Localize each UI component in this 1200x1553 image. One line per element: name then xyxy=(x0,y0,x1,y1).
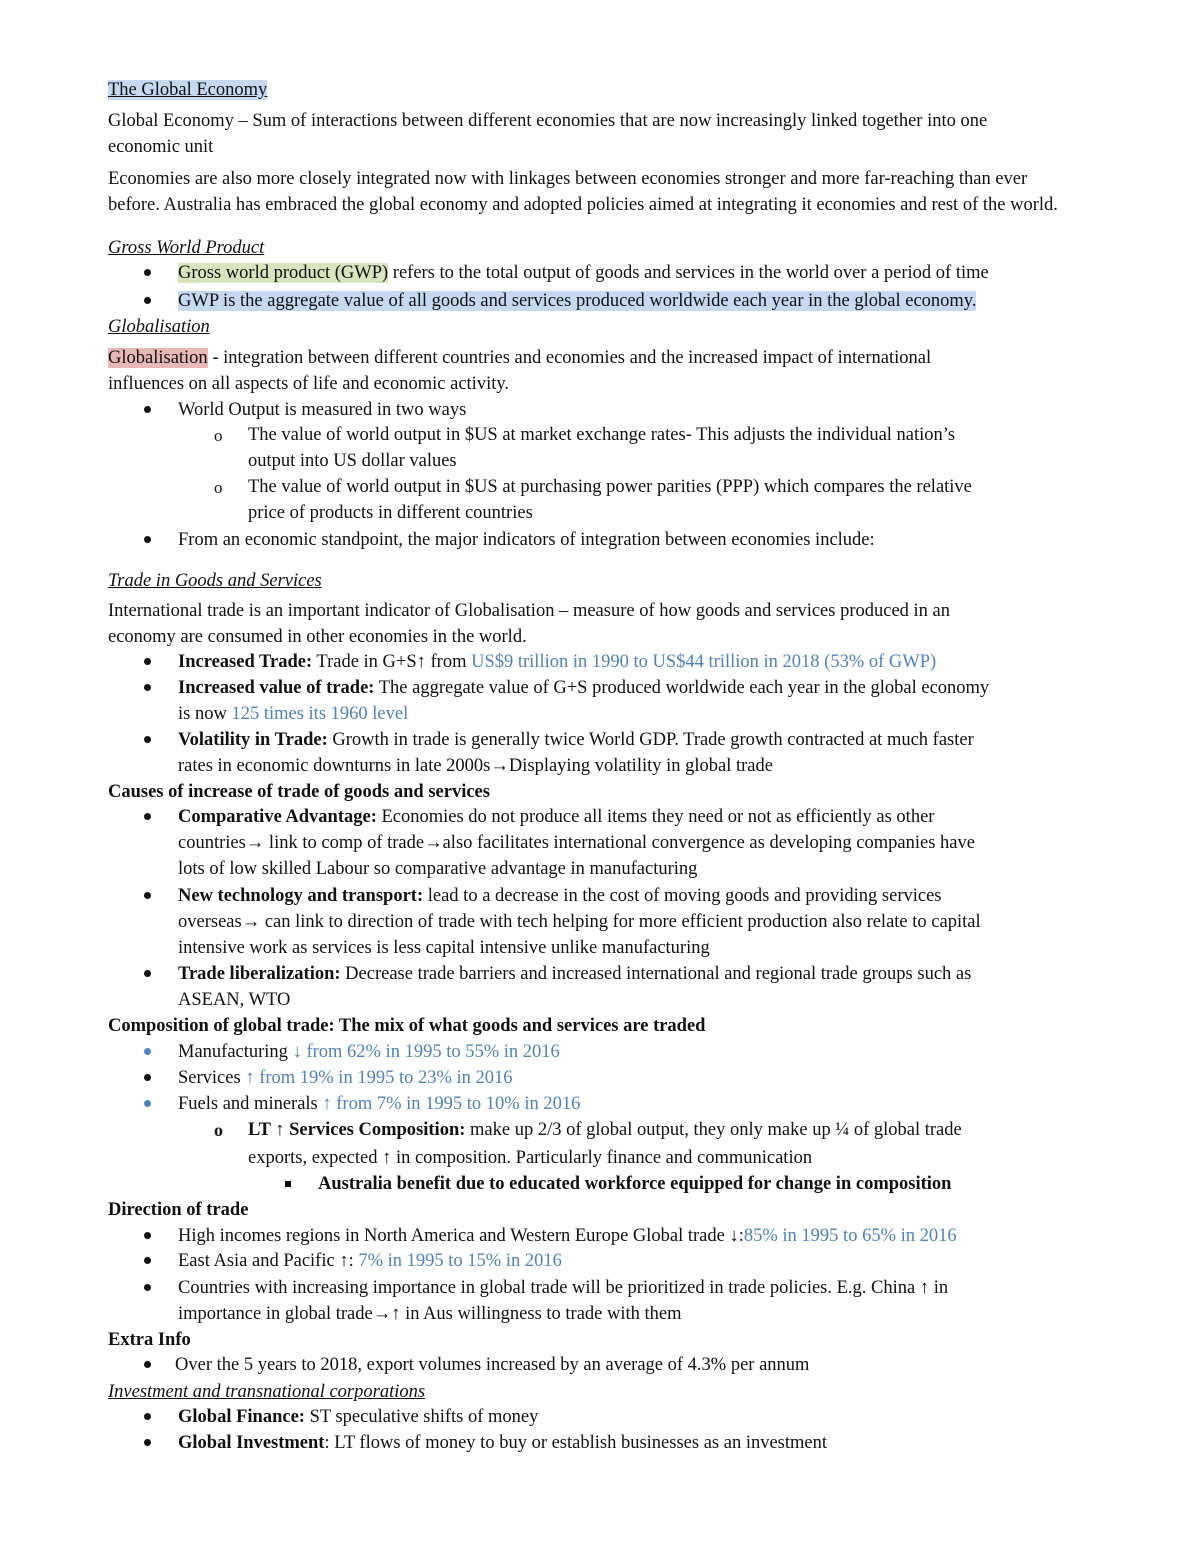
composition-sub-1-line-1: LT ↑ Services Composition: make up 2/3 of global output, they only make up ¼ of global trade xyxy=(248,1120,962,1140)
bullet-icon xyxy=(144,892,151,899)
intro-paragraph-2-line-2: before. Australia has embraced the global economy and adopted policies aimed at integrating it economies and rest of the world. xyxy=(108,195,1058,215)
direction-bullet-1: High incomes regions in North America and Western Europe Global trade ↓:85% in 1995 to 65% in 2016 xyxy=(178,1226,957,1246)
page-title: The Global Economy xyxy=(108,80,268,100)
globalisation-sub-2-line-2: price of products in different countries xyxy=(248,503,533,523)
intro-paragraph-2-line-1: Economies are also more closely integrated now with linkages between economies stronger and more far-reaching than ever xyxy=(108,169,1028,189)
globalisation-sub-2-line-1: The value of world output in $US at purchasing power parities (PPP) which compares the relative xyxy=(248,477,972,497)
globalisation-definition-line-1: Globalisation - integration between different countries and economies and the increased impact of international xyxy=(108,348,932,368)
globalisation-bullet-1: World Output is measured in two ways xyxy=(178,400,467,420)
trade-bullet-3-line-2: rates in economic downturns in late 2000s→Displaying volatility in global trade xyxy=(178,756,773,776)
bullet-icon xyxy=(144,813,151,820)
globalisation-sub-1-line-2: output into US dollar values xyxy=(248,451,457,471)
sub-bullet-icon: o xyxy=(214,1120,223,1140)
causes-bullet-1-line-1: Comparative Advantage: Economies do not produce all items they need or not as efficiently as other xyxy=(178,807,935,827)
intro-paragraph-1-line-2: economic unit xyxy=(108,137,214,157)
trade-bullet-3-line-1: Volatility in Trade: Growth in trade is generally twice World GDP. Trade growth contracted at much faster xyxy=(178,730,974,750)
direction-bullet-2: East Asia and Pacific ↑: 7% in 1995 to 15% in 2016 xyxy=(178,1251,562,1271)
gwp-bullet-1: Gross world product (GWP) refers to the total output of goods and services in the world over a period of time xyxy=(178,263,989,283)
intro-paragraph-1-line-1: Global Economy – Sum of interactions between different economies that are now increasingly linked together into one xyxy=(108,111,988,131)
causes-heading: Causes of increase of trade of goods and services xyxy=(108,782,490,802)
gwp-bullet-2: GWP is the aggregate value of all goods and services produced worldwide each year in the global economy. xyxy=(178,291,977,311)
trade-paragraph-line-2: economy are consumed in other economies in the world. xyxy=(108,627,527,647)
bullet-icon xyxy=(144,1284,151,1291)
causes-bullet-2-line-2: overseas→ can link to direction of trade with tech helping for more efficient production also relate to capital xyxy=(178,912,981,932)
trade-heading: Trade in Goods and Services xyxy=(108,571,322,591)
direction-bullet-3-line-2: importance in global trade→↑ in Aus willingness to trade with them xyxy=(178,1304,682,1324)
composition-bullet-1: Manufacturing ↓ from 62% in 1995 to 55% in 2016 xyxy=(178,1042,560,1062)
bullet-icon xyxy=(144,406,151,413)
gwp-heading: Gross World Product xyxy=(108,238,265,258)
extra-info-bullet-1: Over the 5 years to 2018, export volumes increased by an average of 4.3% per annum xyxy=(175,1355,810,1375)
bullet-icon xyxy=(144,1100,151,1107)
causes-bullet-1-line-2: countries→ link to comp of trade→also facilitates international convergence as developing companies have xyxy=(178,833,975,853)
composition-heading: Composition of global trade: The mix of what goods and services are traded xyxy=(108,1016,706,1036)
globalisation-definition-line-2: influences on all aspects of life and economic activity. xyxy=(108,374,510,394)
composition-sub-1-line-2: exports, expected ↑ in composition. Particularly finance and communication xyxy=(248,1148,813,1168)
bullet-icon xyxy=(144,1232,151,1239)
bullet-icon xyxy=(144,1439,151,1446)
causes-bullet-1-line-3: lots of low skilled Labour so comparative advantage in manufacturing xyxy=(178,859,698,879)
bullet-icon xyxy=(144,658,151,665)
causes-bullet-2-line-3: intensive work as services is less capital intensive unlike manufacturing xyxy=(178,938,710,958)
trade-bullet-2-line-1: Increased value of trade: The aggregate value of G+S produced worldwide each year in the global economy xyxy=(178,678,990,698)
bullet-icon xyxy=(144,1074,151,1081)
investment-bullet-2: Global Investment: LT flows of money to buy or establish businesses as an investment xyxy=(178,1433,828,1453)
bullet-icon xyxy=(144,970,151,977)
square-bullet-icon xyxy=(285,1181,291,1187)
bullet-icon xyxy=(144,1413,151,1420)
investment-bullet-1: Global Finance: ST speculative shifts of money xyxy=(178,1407,539,1427)
bullet-icon xyxy=(144,684,151,691)
bullet-icon xyxy=(144,1048,151,1055)
trade-paragraph-line-1: International trade is an important indicator of Globalisation – measure of how goods and services produced in an xyxy=(108,601,951,621)
sub-bullet-icon: o xyxy=(214,426,223,445)
globalisation-sub-1-line-1: The value of world output in $US at market exchange rates- This adjusts the individual nation’s xyxy=(248,425,956,445)
globalisation-heading: Globalisation xyxy=(108,317,210,337)
direction-heading: Direction of trade xyxy=(108,1200,249,1220)
composition-bullet-3: Fuels and minerals ↑ from 7% in 1995 to 10% in 2016 xyxy=(178,1094,581,1114)
bullet-icon xyxy=(144,1361,151,1368)
bullet-icon xyxy=(144,269,151,276)
bullet-icon xyxy=(144,536,151,543)
extra-info-heading: Extra Info xyxy=(108,1330,191,1350)
bullet-icon xyxy=(144,1257,151,1264)
composition-bullet-2: Services ↑ from 19% in 1995 to 23% in 2016 xyxy=(178,1068,513,1088)
bullet-icon xyxy=(144,297,151,304)
composition-sub-sub-1: Australia benefit due to educated workforce equipped for change in composition xyxy=(318,1174,952,1194)
causes-bullet-2-line-1: New technology and transport: lead to a decrease in the cost of moving goods and providing services xyxy=(178,886,942,906)
trade-bullet-1: Increased Trade: Trade in G+S↑ from US$9 trillion in 1990 to US$44 trillion in 2018 (53% of GWP) xyxy=(178,652,937,672)
causes-bullet-3-line-1: Trade liberalization: Decrease trade barriers and increased international and regional trade groups such as xyxy=(178,964,972,984)
investment-heading: Investment and transnational corporations xyxy=(108,1382,426,1402)
trade-bullet-2-line-2: is now 125 times its 1960 level xyxy=(178,704,409,724)
globalisation-bullet-2: From an economic standpoint, the major indicators of integration between economies include: xyxy=(178,530,875,550)
bullet-icon xyxy=(144,736,151,743)
direction-bullet-3-line-1: Countries with increasing importance in global trade will be prioritized in trade policies. E.g. China ↑ in xyxy=(178,1278,949,1298)
causes-bullet-3-line-2: ASEAN, WTO xyxy=(178,990,291,1010)
sub-bullet-icon: o xyxy=(214,478,223,497)
